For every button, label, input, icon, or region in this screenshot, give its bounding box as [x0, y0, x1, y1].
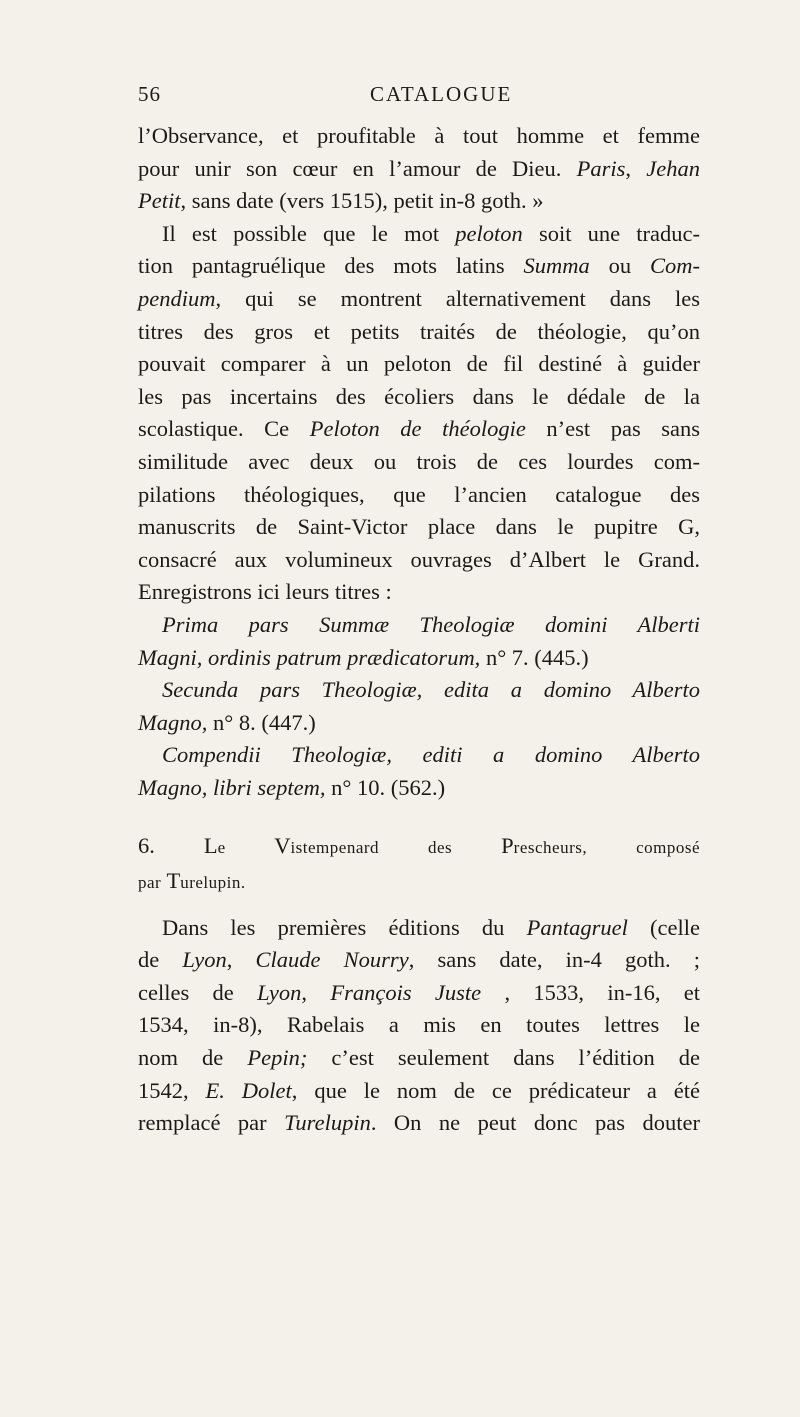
text-line: remplacé par Turelupin. On ne peut donc pas douter — [138, 1110, 701, 1136]
section-heading-cont: par Turelupin. — [138, 868, 246, 894]
text-line: de Lyon, Claude Nourry, sans date, in-4 goth. ; — [138, 947, 701, 973]
title-entry-2-cont: Magno, n° 8. (447.) — [138, 709, 316, 735]
text-line: similitude avec deux ou trois de ces lourdes com- — [138, 448, 700, 474]
title-entry-1: Prima pars Summæ Theologiæ domini Alberti — [162, 611, 700, 637]
text-line: pouvait comparer à un peloton de fil destiné à guider — [138, 351, 700, 377]
text-line: celles de Lyon, François Juste , 1533, in-16, et — [138, 979, 701, 1005]
text-line: pour unir son cœur en l’amour de Dieu. Paris, Jehan — [138, 155, 701, 181]
title-entry-2: Secunda pars Theologiæ, edita a domino Alberto — [162, 677, 700, 703]
text-line: tion pantagruélique des mots latins Summa ou Com- — [138, 253, 701, 279]
section-gap — [138, 804, 700, 830]
running-title: CATALOGUE — [370, 82, 513, 106]
text-line: l’Observance, et proufitable à tout homme et femme — [138, 123, 700, 148]
page-header — [138, 82, 698, 122]
title-entry-1-cont: Magni, ordinis patrum prædicatorum, n° 7. (445.) — [138, 644, 589, 670]
text-line: nom de Pepin; c’est seulement dans l’édition de — [138, 1045, 701, 1071]
text-line: les pas incertains des écoliers dans le dédale de la — [138, 383, 700, 409]
text-line: 1534, in-8), Rabelais a mis en toutes lettres le — [138, 1012, 700, 1038]
title-entry-3-cont: Magno, libri septem, n° 10. (562.) — [138, 774, 446, 800]
title-entry-3: Compendii Theologiæ, editi a domino Alberto — [162, 742, 700, 768]
page-body — [138, 120, 700, 1140]
text-line: Petit, sans date (vers 1515), petit in-8 goth. » — [138, 188, 544, 214]
page-number: 56 — [138, 82, 161, 106]
section-heading: 6. Le Vistempenard des Prescheurs, composé — [138, 833, 701, 859]
text-line: Dans les premières éditions du Pantagruel (celle — [162, 914, 701, 940]
text-line: manuscrits de Saint-Victor place dans le pupitre G, — [138, 514, 700, 540]
text-line: Enregistrons ici leurs titres : — [138, 579, 392, 605]
text-line: titres des gros et petits traités de théologie, qu’on — [138, 318, 700, 344]
text-line: 1542, E. Dolet, que le nom de ce prédicateur a été — [138, 1077, 700, 1103]
text-line: Il est possible que le mot peloton soit une traduc- — [162, 220, 701, 246]
text-line: pendium, qui se montrent alternativement dans les — [138, 285, 700, 311]
text-line: scolastique. Ce Peloton de théologie n’est pas sans — [138, 416, 701, 442]
text-line: pilations théologiques, que l’ancien catalogue des — [138, 481, 700, 507]
text-line: consacré aux volumineux ouvrages d’Albert le Grand. — [138, 546, 700, 572]
heading-gap — [138, 900, 700, 912]
